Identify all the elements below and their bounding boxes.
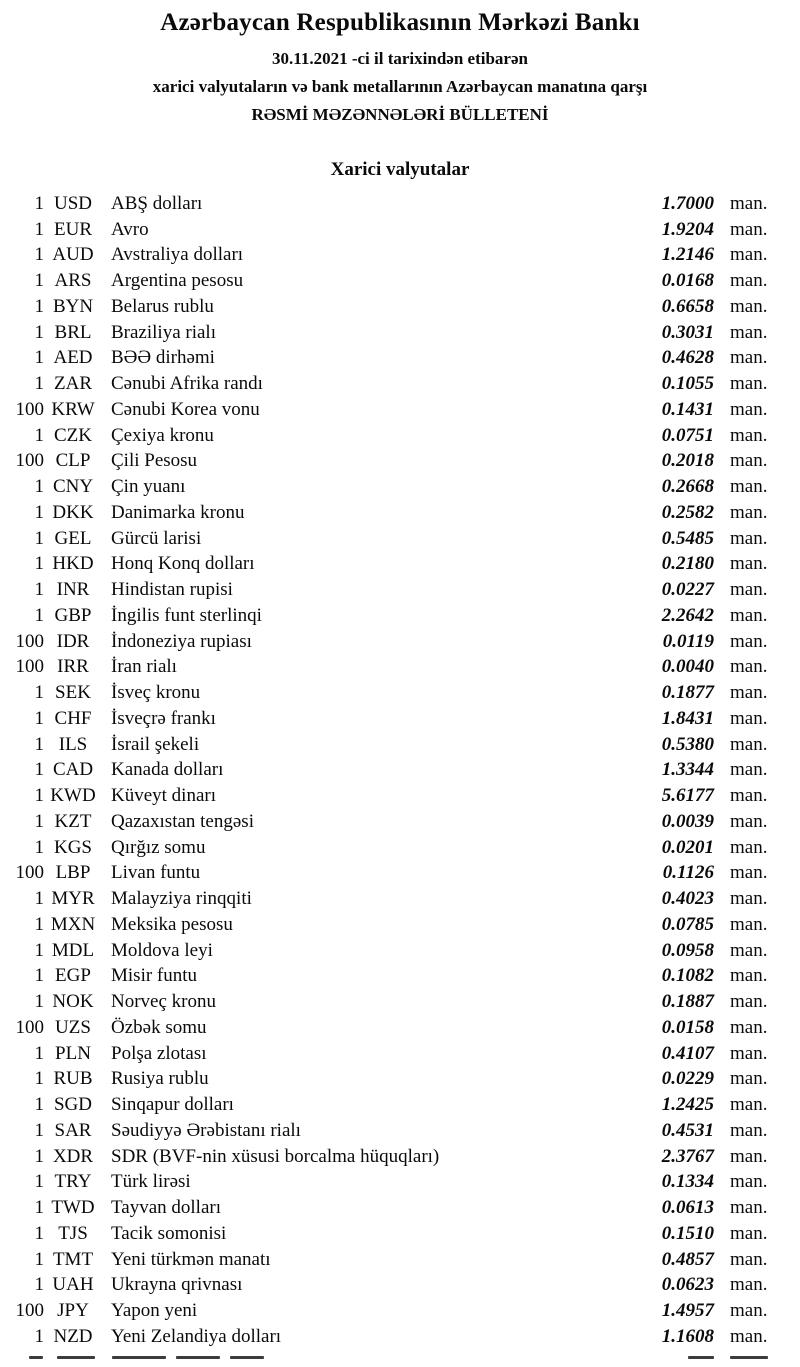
table-row [0,758,772,784]
rate-unit: man. [730,707,768,729]
table-row [0,603,772,629]
rate-quantity: 100 [15,398,44,420]
currency-name: Çili Pesosu [111,450,198,472]
table-row [0,371,772,397]
table-row [0,397,772,423]
rate-quantity: 1 [34,1197,44,1219]
clipped-glyph-fragment [176,1356,220,1359]
table-row [0,809,772,835]
currency-code: KRW [51,398,95,420]
table-row [0,1247,772,1273]
currency-name: Qırğız somu [111,836,206,858]
section-title-foreign-currencies: Xarici valyutalar [330,159,470,180]
rate-unit: man. [730,1016,768,1038]
rate-unit: man. [730,321,768,343]
currency-name: Ukrayna qrivnası [111,1274,243,1296]
rate-value: 1.7000 [661,192,714,214]
rate-quantity: 1 [34,270,44,292]
rate-quantity: 1 [34,913,44,935]
currency-name: Türk lirəsi [111,1171,191,1193]
rate-value: 0.0613 [661,1197,714,1219]
rate-value: 0.1334 [661,1171,714,1193]
rate-unit: man. [730,347,768,369]
rate-quantity: 1 [34,1222,44,1244]
currency-name: Kanada dolları [111,759,224,781]
currency-code: RUB [53,1068,93,1090]
currency-name: Yeni Zelandiya dolları [111,1325,282,1347]
table-row [0,294,772,320]
currency-name: Argentina pesosu [111,270,244,292]
currency-name: Avro [111,218,149,240]
table-row [0,1324,772,1350]
currency-name: Küveyt dinarı [111,785,217,807]
table-row [0,552,772,578]
rate-unit: man. [730,1248,768,1270]
rate-value: 0.5380 [661,733,714,755]
currency-code: SEK [55,682,91,704]
currency-name: Tayvan dolları [111,1197,221,1219]
currency-code: DKK [52,501,94,523]
currency-code: AUD [52,244,94,266]
table-row [0,783,772,809]
rate-quantity: 1 [34,295,44,317]
currency-name: Tacik somonisi [111,1222,227,1244]
rate-unit: man. [730,1274,768,1296]
rate-quantity: 1 [34,1119,44,1141]
bulletin-title-line: RƏSMİ MƏZƏNNƏLƏRİ BÜLLETENİ [251,105,549,124]
currency-name: Yapon yeni [111,1300,198,1322]
currency-code: ARS [54,270,92,292]
rate-value: 0.0229 [661,1068,714,1090]
currency-name: Avstraliya dolları [111,244,244,266]
rate-unit: man. [730,913,768,935]
currency-name: İsrail şekeli [111,733,200,755]
rate-unit: man. [730,888,768,910]
table-row [0,989,772,1015]
rate-unit: man. [730,991,768,1013]
rate-unit: man. [730,656,768,678]
rate-unit: man. [730,527,768,549]
rate-value: 0.4023 [661,888,714,910]
currency-name: Yeni türkmən manatı [111,1248,271,1270]
rate-unit: man. [730,733,768,755]
rate-quantity: 1 [34,1068,44,1090]
rate-quantity: 100 [15,450,44,472]
rate-value: 1.2425 [661,1094,714,1116]
currency-name: BƏƏ dirhəmi [111,347,215,369]
rate-quantity: 1 [34,1274,44,1296]
rate-quantity: 1 [34,321,44,343]
table-row [0,1015,772,1041]
rate-unit: man. [730,1094,768,1116]
table-row [0,629,772,655]
rate-value: 0.1126 [662,862,714,884]
rate-unit: man. [730,244,768,266]
clipped-glyph-fragment [112,1356,166,1359]
rate-quantity: 1 [34,192,44,214]
table-row [0,706,772,732]
currency-code: HKD [52,553,94,575]
table-row [0,861,772,887]
table-row [0,577,772,603]
rate-unit: man. [730,939,768,961]
currency-code: ILS [58,733,88,755]
rate-unit: man. [730,1042,768,1064]
rate-quantity: 1 [34,1171,44,1193]
rate-quantity: 1 [34,579,44,601]
table-row [0,938,772,964]
subject-line: xarici valyutaların və bank metallarının Azərbaycan manatına qarşı [152,77,648,96]
currency-code: JPY [57,1300,89,1322]
rate-value: 0.0623 [661,1274,714,1296]
rate-quantity: 1 [34,373,44,395]
rate-value: 5.6177 [661,785,714,807]
rate-value: 1.9204 [661,218,714,240]
rate-quantity: 1 [34,218,44,240]
currency-name: Livan funtu [111,862,201,884]
currency-code: CLP [55,450,91,472]
rate-value: 0.2668 [661,476,714,498]
rate-value: 0.0040 [661,656,714,678]
rate-value: 0.1055 [661,373,714,395]
currency-code: ZAR [54,373,92,395]
rate-unit: man. [730,682,768,704]
rate-unit: man. [730,398,768,420]
currency-name: Cənubi Afrika randı [111,373,263,395]
rate-value: 0.4628 [661,347,714,369]
table-row [0,423,772,449]
rate-quantity: 1 [34,1325,44,1347]
currency-name: Cənubi Korea vonu [111,398,260,420]
currency-name: Özbək somu [111,1016,207,1038]
currency-name: İngilis funt sterlinqi [111,604,262,626]
rate-value: 0.3031 [661,321,714,343]
table-row [0,243,772,269]
rate-unit: man. [730,965,768,987]
rate-quantity: 1 [34,759,44,781]
rate-quantity: 1 [34,244,44,266]
currency-name: Hindistan rupisi [111,579,233,601]
currency-name: Malayziya rinqqiti [111,888,252,910]
currency-code: SAR [54,1119,92,1141]
currency-name: İran rialı [111,656,177,678]
currency-code: CHF [54,707,92,729]
table-row [0,320,772,346]
table-row [0,680,772,706]
rate-quantity: 1 [34,965,44,987]
rate-unit: man. [730,270,768,292]
rate-quantity: 1 [34,1042,44,1064]
currency-code: GEL [54,527,92,549]
table-row [0,526,772,552]
table-row [0,346,772,372]
rate-value: 1.2146 [661,244,714,266]
clipped-glyph-fragment [730,1356,768,1359]
currency-code: KZT [54,810,92,832]
currency-name: SDR (BVF-nin xüsusi borcalma hüquqları) [111,1145,440,1167]
table-row [0,1118,772,1144]
currency-name: İsveçrə frankı [111,707,216,729]
rate-quantity: 1 [34,424,44,446]
rate-quantity: 1 [34,1145,44,1167]
rate-unit: man. [730,218,768,240]
rates-table [0,191,772,1350]
currency-name: Polşa zlotası [111,1042,207,1064]
rate-value: 0.1510 [661,1222,714,1244]
table-row [0,1195,772,1221]
rate-value: 0.1082 [661,965,714,987]
currency-code: TJS [58,1222,88,1244]
currency-code: KGS [53,836,92,858]
rate-unit: man. [730,836,768,858]
rate-unit: man. [730,476,768,498]
rate-quantity: 1 [34,1248,44,1270]
table-row [0,1273,772,1299]
rate-unit: man. [730,810,768,832]
rate-value: 0.0227 [661,579,714,601]
currency-name: Norveç kronu [111,991,216,1013]
effective-date-line: 30.11.2021 -ci il tarixindən etibarən [272,49,528,68]
rate-value: 0.0958 [661,939,714,961]
rate-quantity: 1 [34,836,44,858]
currency-name: İsveç kronu [111,682,201,704]
currency-code: UZS [55,1016,91,1038]
currency-code: CNY [52,476,94,498]
currency-code: SGD [53,1094,92,1116]
currency-code: TRY [54,1171,92,1193]
rate-value: 0.5485 [661,527,714,549]
table-row [0,886,772,912]
table-row [0,1067,772,1093]
rate-unit: man. [730,295,768,317]
currency-name: Meksika pesosu [111,913,233,935]
table-row [0,835,772,861]
rate-value: 1.1608 [661,1325,714,1347]
currency-name: Honq Konq dolları [111,553,255,575]
currency-name: Braziliya rialı [111,321,216,343]
table-row [0,1144,772,1170]
currency-code: NOK [52,991,94,1013]
rate-quantity: 1 [34,707,44,729]
currency-code: NZD [53,1325,93,1347]
currency-code: EUR [54,218,92,240]
clipped-next-row-fragment [0,1350,772,1359]
rate-unit: man. [730,501,768,523]
rate-unit: man. [730,450,768,472]
currency-code: EGP [55,965,91,987]
rate-quantity: 1 [34,682,44,704]
rate-unit: man. [730,1222,768,1244]
rate-unit: man. [730,785,768,807]
currency-name: Sinqapur dolları [111,1094,234,1116]
currency-code: XDR [52,1145,94,1167]
rate-unit: man. [730,424,768,446]
rate-value: 0.2582 [661,501,714,523]
rate-value: 1.8431 [661,707,714,729]
rate-unit: man. [730,1171,768,1193]
clipped-glyph-fragment [688,1356,714,1359]
table-row [0,217,772,243]
currency-name: Moldova leyi [111,939,213,961]
table-row [0,474,772,500]
rate-value: 0.2180 [661,553,714,575]
currency-code: PLN [55,1042,91,1064]
rate-quantity: 1 [34,991,44,1013]
table-row [0,1170,772,1196]
rate-unit: man. [730,759,768,781]
rate-unit: man. [730,604,768,626]
currency-code: GBP [54,604,92,626]
rate-value: 0.0039 [661,810,714,832]
rate-quantity: 100 [15,630,44,652]
currency-name: Rusiya rublu [111,1068,209,1090]
currency-code: USD [53,192,92,214]
rate-quantity: 1 [34,553,44,575]
rate-quantity: 1 [34,347,44,369]
rate-unit: man. [730,630,768,652]
rate-quantity: 1 [34,939,44,961]
currency-code: IRR [57,656,89,678]
rate-value: 0.0201 [661,836,714,858]
rate-quantity: 1 [34,1094,44,1116]
currency-code: TMT [52,1248,94,1270]
table-row [0,500,772,526]
rate-value: 1.3344 [661,759,714,781]
table-row [0,732,772,758]
rate-quantity: 100 [15,862,44,884]
rate-unit: man. [730,862,768,884]
currency-name: Çexiya kronu [111,424,214,446]
currency-name: ABŞ dolları [111,192,203,214]
rate-quantity: 1 [34,501,44,523]
rate-quantity: 100 [15,1016,44,1038]
table-row [0,655,772,681]
bank-name-title: Azərbaycan Respublikasının Mərkəzi Bankı [160,9,640,36]
rate-unit: man. [730,1145,768,1167]
rate-value: 2.2642 [661,604,714,626]
table-row [0,912,772,938]
rate-unit: man. [730,1325,768,1347]
rate-quantity: 100 [15,656,44,678]
rate-value: 0.4107 [661,1042,714,1064]
clipped-glyph-fragment [29,1356,43,1359]
currency-code: BYN [52,295,94,317]
currency-name: Danimarka kronu [111,501,245,523]
rate-unit: man. [730,1197,768,1219]
rate-quantity: 1 [34,604,44,626]
currency-code: MDL [51,939,95,961]
rate-quantity: 1 [34,476,44,498]
rate-value: 0.1431 [661,398,714,420]
currency-name: Misir funtu [111,965,198,987]
currency-code: MXN [50,913,96,935]
rate-quantity: 1 [34,810,44,832]
currency-code: MYR [51,888,95,910]
currency-code: AED [53,347,93,369]
rate-value: 0.4857 [661,1248,714,1270]
table-row [0,191,772,217]
rate-value: 0.0158 [661,1016,714,1038]
rate-quantity: 1 [34,733,44,755]
table-row [0,268,772,294]
currency-code: CAD [52,759,94,781]
currency-name: Çin yuanı [111,476,186,498]
rate-value: 2.3767 [661,1145,714,1167]
currency-name: Qazaxıstan tengəsi [111,810,254,832]
currency-code: IDR [56,630,90,652]
table-row [0,1092,772,1118]
document-header [0,8,800,129]
currency-name: İndoneziya rupiası [111,630,252,652]
table-row [0,449,772,475]
rate-value: 0.0119 [662,630,714,652]
rate-value: 0.0751 [661,424,714,446]
rate-value: 0.0168 [661,270,714,292]
currency-name: Səudiyyə Ərəbistanı rialı [111,1119,301,1141]
currency-code: TWD [51,1197,95,1219]
table-row [0,964,772,990]
rate-unit: man. [730,1068,768,1090]
rate-value: 0.4531 [661,1119,714,1141]
rate-value: 0.6658 [661,295,714,317]
currency-name: Gürcü larisi [111,527,202,549]
currency-code: INR [56,579,90,601]
currency-code: KWD [50,785,96,807]
rate-quantity: 100 [15,1300,44,1322]
rate-value: 0.1887 [661,991,714,1013]
rate-unit: man. [730,192,768,214]
currency-code: CZK [54,424,92,446]
rate-quantity: 1 [34,785,44,807]
currency-code: UAH [52,1274,94,1296]
rate-value: 0.0785 [661,913,714,935]
clipped-glyph-fragment [230,1356,264,1359]
table-row [0,1221,772,1247]
rate-quantity: 1 [34,888,44,910]
rate-unit: man. [730,373,768,395]
table-row [0,1298,772,1324]
rate-quantity: 1 [34,527,44,549]
rate-value: 0.2018 [661,450,714,472]
table-row [0,1041,772,1067]
currency-name: Belarus rublu [111,295,214,317]
rate-unit: man. [730,1300,768,1322]
rate-unit: man. [730,579,768,601]
rate-unit: man. [730,553,768,575]
clipped-glyph-fragment [57,1356,95,1359]
rate-value: 1.4957 [661,1300,714,1322]
rate-unit: man. [730,1119,768,1141]
rate-value: 0.1877 [661,682,714,704]
currency-code: LBP [55,862,91,884]
currency-code: BRL [54,321,92,343]
